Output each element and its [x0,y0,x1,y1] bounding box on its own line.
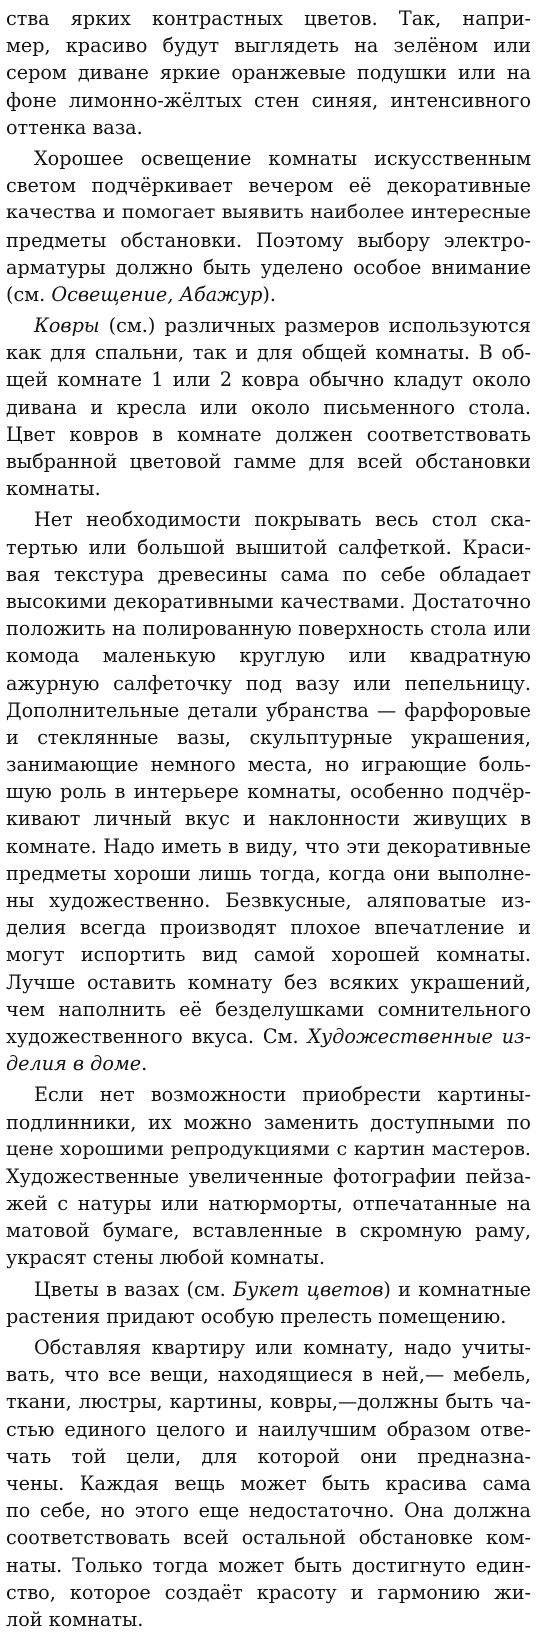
text-segment: комнате. Надо иметь в виду, что эти декоративные [6,834,531,858]
text-line [6,254,531,281]
text-line [6,1109,531,1136]
text-line [6,724,531,751]
italic-reference: Букет цветов [233,1277,384,1301]
text-line [6,751,531,778]
text-line [6,561,531,588]
text-segment: ство, которое создаёт красоту и гармонию жи- [6,1580,531,1604]
text-line [6,281,531,308]
text-line [6,1050,531,1077]
text-line [6,588,531,615]
text-line [6,59,531,86]
text-segment: Если нет возможности приобрести картины- [34,1083,531,1107]
text-line [6,1579,531,1606]
text-segment: ажурную салфеточку под вазу или пепельницу. [6,671,531,695]
text-line [6,1470,531,1497]
text-segment: как для спальни, так и для общей комнаты. В об- [6,341,531,365]
text-line [6,1217,531,1244]
text-segment: вая текстура древесины сама по себе обладает [6,562,531,586]
text-segment: ) и комнатные [383,1277,531,1301]
text-segment: арматуры должно быть уделено особое внимание [6,255,531,279]
text-segment: комнаты. [6,477,101,501]
text-segment: матовой бумаге, вставленные в скромную раму, [6,1219,531,1243]
text-segment: предметы обстановки. Поэтому выбору электро- [6,228,531,252]
text-segment: шую роль в интерьере комнаты, особенно подчёр- [6,780,531,804]
text-line [6,1190,531,1217]
text-line [6,642,531,669]
text-line [6,227,531,254]
text-segment: тертью или большой вышитой салфеткой. Краси- [6,535,531,559]
text-segment: наты. Только тогда может быть достигнуто един- [6,1553,531,1577]
text-segment: комода маленькую круглую или квадратную [6,644,531,668]
text-line [6,199,531,226]
paragraph [6,312,531,502]
text-segment: кивают личный вкус и наклонности живущих в [6,807,531,831]
text-segment: высокими декоративными качествами. Достаточно [6,589,531,613]
text-segment: дивана и кресла или около письменного стола. [6,395,531,419]
text-line [6,1552,531,1579]
text-segment: (см. [6,282,52,306]
text-segment: Хорошее освещение комнаты искусственным [34,146,531,170]
text-line [6,778,531,805]
text-line [6,805,531,832]
text-segment: предметы хороши лишь тогда, когда они выполне- [6,861,531,885]
text-segment: подлинники, их можно заменить доступными по [6,1110,531,1134]
text-line [6,1606,531,1633]
paragraph [6,1081,531,1271]
text-line [6,1303,531,1330]
text-segment: Цветы в вазах (см. [34,1277,234,1301]
text-segment: и стеклянные вазы, скульптурные украшения, [6,725,531,749]
text-line [6,1023,531,1050]
text-segment: качества и помогает выявить наиболее интересные [6,201,531,224]
text-line [6,833,531,860]
text-segment: по себе, но этого еще недостаточно. Она должна [6,1499,531,1523]
text-segment: выбранной цветовой гамме для всей обстановки [6,450,531,473]
text-line [6,887,531,914]
text-segment: . [141,1052,148,1076]
text-segment: Обставляя квартиру или комнату, надо учиты- [34,1336,531,1359]
text-line [6,1136,531,1163]
text-segment: могут испортить вид самой хорошей комнаты. [6,943,531,967]
text-segment: стью единого целого и наилучшим образом отве- [6,1417,531,1441]
text-segment: украсят стены любой комнаты. [6,1246,326,1270]
paragraph [6,506,531,1077]
italic-reference: Освещение, Абажур [51,282,263,306]
text-line [6,5,531,32]
text-segment: делия всегда производят плохое впечатление и [6,916,531,940]
italic-reference: делия в доме [6,1052,142,1076]
text-line [6,697,531,724]
text-line [6,312,531,339]
text-line [6,914,531,941]
text-line [6,996,531,1023]
text-line [6,1497,531,1524]
text-segment: фоне лимонно-жёлтых стен синяя, интенсивного [6,88,531,112]
text-line [6,145,531,172]
text-segment: художественного вкуса. См. [6,1024,308,1048]
text-line [6,1416,531,1443]
text-line [6,475,531,502]
text-segment: положить на полированную поверхность стола или [6,617,531,641]
text-segment: Лучше оставить комнату без всяких украшений, [6,970,531,994]
text-line [6,1244,531,1271]
text-segment: растения придают особую прелесть помещению. [6,1304,507,1328]
text-line [6,615,531,642]
text-line [6,1081,531,1108]
text-segment: Цвет ковров в комнате должен соответствовать [6,422,531,446]
text-segment: лой комнаты. [6,1607,144,1631]
paragraph [6,1334,531,1633]
text-line [6,1276,531,1303]
text-line [6,1388,531,1415]
text-segment: ткани, люстры, картины, ковры,—должны быть ча- [6,1390,531,1414]
text-segment: (см.) различных размеров используются [99,314,531,338]
text-segment: вать, что все вещи, находящиеся в ней,— мебель, [6,1363,531,1387]
paragraph [6,145,531,308]
text-line [6,448,531,475]
text-line [6,670,531,697]
text-segment: соответствовать всей остальной обстановке ком- [6,1526,531,1550]
text-line [6,1361,531,1388]
text-segment: ). [262,282,276,306]
text-segment: чем наполнить её безделушками сомнительного [6,997,531,1021]
text-segment: чать той цели, для которой они предназна- [6,1444,531,1468]
text-line [6,339,531,366]
text-segment: Нет необходимости покрывать весь стол ска- [34,508,531,532]
text-segment: жей с натуры или натюрморты, отпечатанные на [6,1192,531,1216]
text-segment: ства ярких контрастных цветов. Так, напри- [6,7,531,30]
text-segment: сером диване яркие оранжевые подушки или на [6,61,531,85]
text-segment: мер, красиво будут выглядеть на зелёном или [6,34,531,58]
text-line [6,506,531,533]
text-line [6,366,531,393]
text-segment: цене хорошими репродукциями с картин мастеров. [6,1137,531,1160]
text-segment: щей комнате 1 или 2 ковра обычно кладут около [6,368,531,392]
text-segment: Художественные увеличенные фотографии пейза- [6,1164,531,1188]
text-segment: ны художественно. Безвкусные, аляповатые из- [6,889,531,912]
text-segment: оттенка ваза. [6,115,143,139]
text-segment: чены. Каждая вещь может быть красива сама [6,1471,531,1495]
text-line [6,1163,531,1190]
text-segment: Дополнительные детали убранства — фарфоровые [6,698,531,722]
text-line [6,172,531,199]
text-segment: занимающие немного места, но играющие боль- [6,753,531,777]
text-line [6,969,531,996]
text-line [6,941,531,968]
italic-reference: Ковры [34,314,100,338]
text-line [6,87,531,114]
text-line [6,114,531,141]
italic-reference: Художественные из- [307,1024,531,1048]
text-line [6,1524,531,1551]
text-line [6,32,531,59]
text-line [6,421,531,448]
paragraph [6,5,531,141]
text-line [6,1443,531,1470]
text-line [6,1334,531,1361]
text-line [6,534,531,561]
text-segment: светом подчёркивает вечером её декоративные [6,174,531,198]
paragraph [6,1276,531,1330]
text-line [6,394,531,421]
text-line [6,860,531,887]
